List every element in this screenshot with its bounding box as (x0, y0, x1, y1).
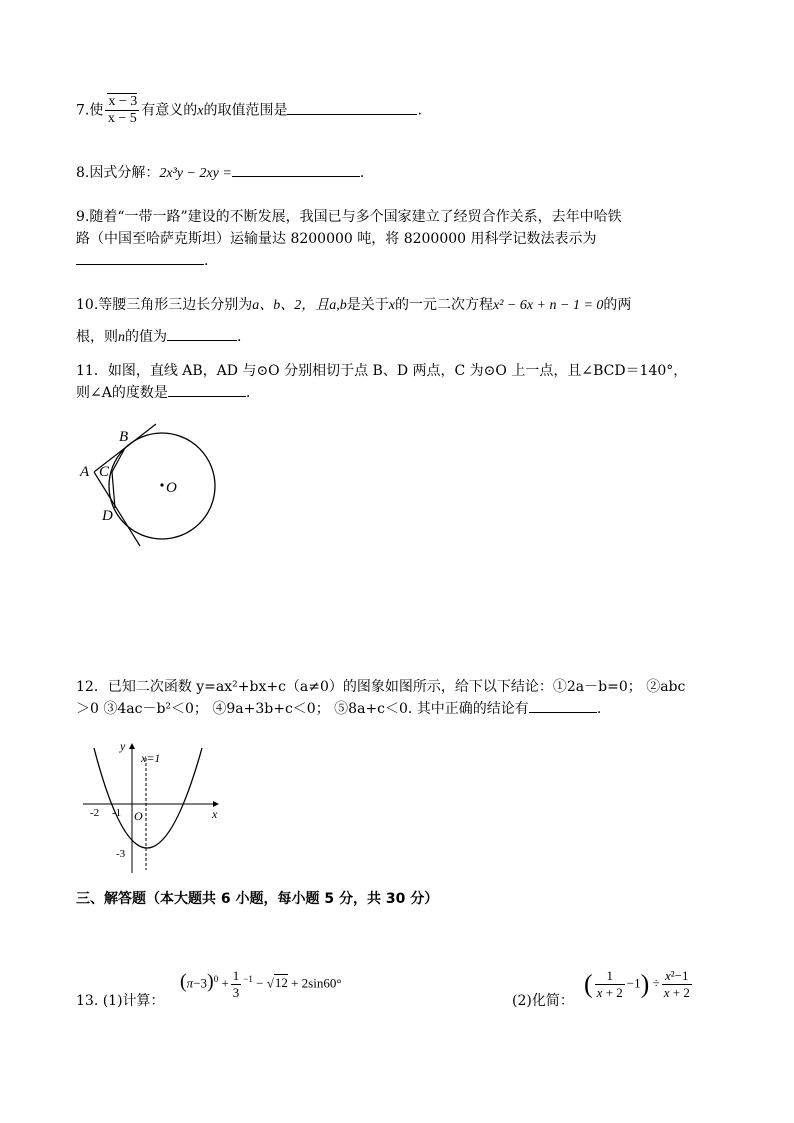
tangent-line-ad (94, 472, 140, 546)
label-c: C (99, 464, 110, 480)
section-3-title: 三、解答题（本大题共 6 小题，每小题 5 分，共 30 分） (76, 891, 439, 907)
question-9-line-3: . (76, 250, 208, 272)
q13-expression-2: ( $\frac{1}{x + 2}$ −1) ÷ $\frac{\text{x²−1}}{x + 2}$ (584, 968, 690, 1000)
question-10-line-2: 根，则n的值为 . (76, 326, 241, 349)
tick-minus-2: -2 (90, 807, 100, 819)
question-11-line-2: 则∠A的度数是 . (76, 382, 250, 404)
answer-blank[interactable] (232, 162, 360, 177)
answer-blank[interactable] (167, 326, 237, 341)
question-9-line-1: 9.随着“一带一路”建设的不断发展，我国已与多个国家建立了经贸合作关系，去年中哈铁 (76, 209, 622, 225)
tick-minus-3: -3 (116, 848, 126, 860)
q13-part-2-label: (2)化简： (512, 993, 574, 1009)
circle-tangent-figure (72, 420, 232, 560)
symmetry-label: x=1 (141, 751, 161, 765)
question-12-line-1: 12．已知二次函数 y=ax²+bx+c（a≠0）的图象如图所示，给下以下结论：①2a－b=0； ②abc (76, 679, 686, 695)
y-label: y (120, 739, 126, 753)
question-8: 8.因式分解：2x³y − 2xy = . (76, 162, 364, 185)
question-10-line-1: 10.等腰三角形三边长分别为a、b、2，且a,b是关于x的一元二次方程x² − 6x + n − 1 = 0的两 (76, 297, 632, 313)
center-point (160, 483, 163, 486)
question-11-line-1: 11．如图，直线 AB，AD 与⊙O 分别相切于点 B、D 两点，C 为⊙O 上一点，且∠BCD＝140°， (76, 363, 688, 379)
parabola-figure (78, 738, 228, 878)
question-12-line-2: ＞0 ③4ac－b²＜0； ④9a+3b+c＜0； ⑤8a+c＜0. 其中正确的结论有 . (76, 698, 601, 720)
x-label: x (212, 807, 218, 821)
answer-blank[interactable] (76, 250, 204, 265)
label-b: B (119, 429, 129, 445)
tick-minus-1: -1 (112, 807, 122, 819)
question-7: 7.使 $\frac{x - 3}{x - 5}$ 有意义的x的取值范围是 . (76, 94, 422, 126)
label-d: D (102, 508, 113, 524)
segment-bc (112, 448, 125, 472)
answer-blank[interactable] (287, 100, 417, 115)
question-13-label: 13. (1)计算： (76, 993, 165, 1009)
question-9-line-2: 路（中国至哈萨克斯坦）运输量达 8200000 吨，将 8200000 用科学记数法表示为 (76, 231, 597, 247)
label-a: A (80, 464, 90, 480)
answer-blank[interactable] (168, 382, 246, 397)
q7-fraction: $\frac{x - 3}{x - 5}$ (105, 94, 139, 127)
label-o: O (166, 480, 177, 496)
answer-blank[interactable] (529, 698, 597, 713)
q13-expression-1: $(\pi-3)^0$ + $\frac{1}{3}$ $^{-1}$ − √12 + 2sin60° (180, 968, 342, 1000)
origin-label: O (134, 809, 143, 823)
